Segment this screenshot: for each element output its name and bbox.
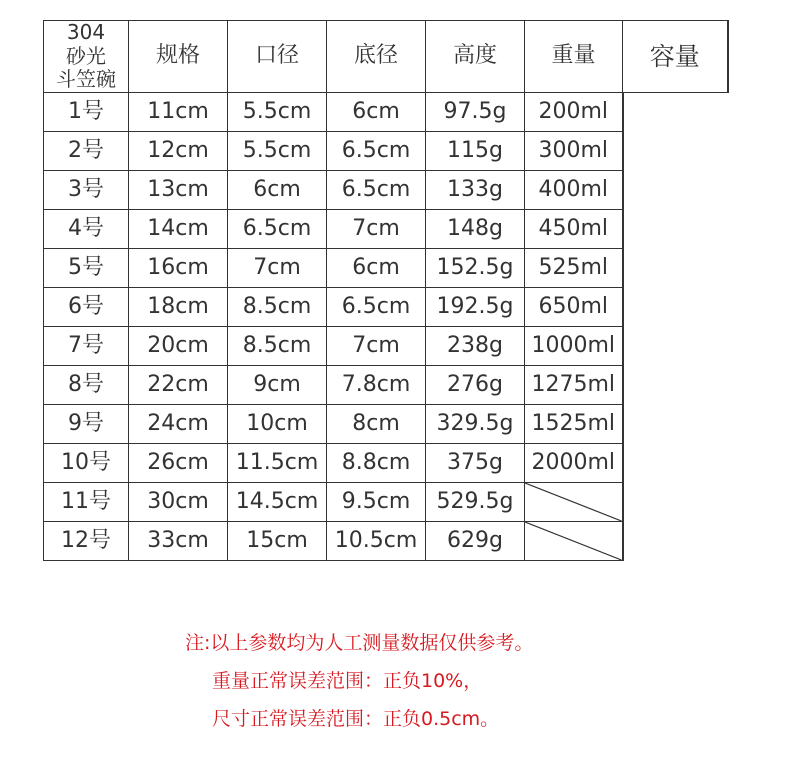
diagonal-slash: [525, 483, 622, 521]
cell-weight: 152.5g: [426, 248, 525, 287]
cell-capacity: 650ml: [525, 287, 623, 326]
note-size-tolerance: 尺寸正常误差范围：正负0.5cm。: [212, 708, 500, 730]
cell-base-diameter: 7cm: [228, 248, 327, 287]
cell-base-diameter: 6cm: [228, 170, 327, 209]
cell-height: 6cm: [327, 92, 426, 131]
cell-capacity: 1275ml: [525, 365, 623, 404]
cell-base-diameter: 5.5cm: [228, 131, 327, 170]
table-row: [44, 92, 728, 131]
cell-size: 8号: [44, 365, 129, 404]
spec-table: [43, 20, 729, 561]
cell-height: 6cm: [327, 248, 426, 287]
cell-height: 8cm: [327, 404, 426, 443]
cell-size: 10号: [44, 443, 129, 482]
product-finish: 砂光: [66, 43, 106, 68]
cell-weight: 148g: [426, 209, 525, 248]
cell-capacity: 1525ml: [525, 404, 623, 443]
cell-capacity: 450ml: [525, 209, 623, 248]
cell-mouth-diameter: 33cm: [129, 521, 228, 560]
cell-weight: 329.5g: [426, 404, 525, 443]
cell-height: 7cm: [327, 326, 426, 365]
header-height: 高度: [426, 21, 525, 93]
cell-height: 6.5cm: [327, 131, 426, 170]
cell-height: 6.5cm: [327, 170, 426, 209]
cell-capacity-empty: [525, 521, 623, 560]
cell-base-diameter: 8.5cm: [228, 287, 327, 326]
table-row: [44, 131, 728, 170]
cell-mouth-diameter: 14cm: [129, 209, 228, 248]
header-weight: 重量: [525, 21, 623, 93]
cell-base-diameter: 6.5cm: [228, 209, 327, 248]
table-row: [44, 326, 728, 365]
cell-base-diameter: 8.5cm: [228, 326, 327, 365]
table-row: [44, 170, 728, 209]
cell-size: 3号: [44, 170, 129, 209]
cell-capacity: 525ml: [525, 248, 623, 287]
cell-mouth-diameter: 16cm: [129, 248, 228, 287]
cell-size: 11号: [44, 482, 129, 521]
header-base-diameter: 底径: [327, 21, 426, 93]
cell-size: 2号: [44, 131, 129, 170]
cell-capacity: 2000ml: [525, 443, 623, 482]
cell-base-diameter: 14.5cm: [228, 482, 327, 521]
cell-base-diameter: 9cm: [228, 365, 327, 404]
table-row: [44, 482, 728, 521]
cell-weight: 629g: [426, 521, 525, 560]
cell-size: 7号: [44, 326, 129, 365]
cell-weight: 276g: [426, 365, 525, 404]
cell-base-diameter: 5.5cm: [228, 92, 327, 131]
cell-weight: 133g: [426, 170, 525, 209]
note-disclaimer: 注:以上参数均为人工测量数据仅供参考。: [185, 632, 534, 654]
cell-size: 4号: [44, 209, 129, 248]
cell-weight: 192.5g: [426, 287, 525, 326]
cell-weight: 97.5g: [426, 92, 525, 131]
table-row: [44, 404, 728, 443]
cell-mouth-diameter: 18cm: [129, 287, 228, 326]
diagonal-slash: [525, 522, 622, 560]
product-type: 斗笠碗: [56, 67, 116, 92]
cell-mouth-diameter: 30cm: [129, 482, 228, 521]
cell-height: 7.8cm: [327, 365, 426, 404]
table-row: [44, 209, 728, 248]
table-row: [44, 248, 728, 287]
diagonal-line: [525, 483, 622, 521]
cell-capacity: 300ml: [525, 131, 623, 170]
cell-weight: 375g: [426, 443, 525, 482]
note-weight-tolerance: 重量正常误差范围：正负10%，: [212, 670, 483, 692]
header-capacity: 容量: [623, 21, 728, 93]
cell-base-diameter: 15cm: [228, 521, 327, 560]
cell-mouth-diameter: 20cm: [129, 326, 228, 365]
header-row: [44, 21, 728, 93]
table-row: [44, 287, 728, 326]
cell-size: 9号: [44, 404, 129, 443]
cell-size: 5号: [44, 248, 129, 287]
cell-mouth-diameter: 13cm: [129, 170, 228, 209]
diagonal-line: [525, 522, 622, 560]
cell-capacity: 200ml: [525, 92, 623, 131]
cell-weight: 529.5g: [426, 482, 525, 521]
cell-mouth-diameter: 24cm: [129, 404, 228, 443]
cell-mouth-diameter: 22cm: [129, 365, 228, 404]
cell-height: 9.5cm: [327, 482, 426, 521]
cell-capacity-empty: [525, 482, 623, 521]
product-material: 304: [66, 20, 106, 44]
cell-base-diameter: 10cm: [228, 404, 327, 443]
cell-capacity: 1000ml: [525, 326, 623, 365]
header-mouth-diameter: 口径: [228, 21, 327, 93]
product-name-cell: [44, 21, 129, 93]
cell-base-diameter: 11.5cm: [228, 443, 327, 482]
cell-height: 8.8cm: [327, 443, 426, 482]
table-row: [44, 521, 728, 560]
cell-weight: 115g: [426, 131, 525, 170]
cell-mouth-diameter: 26cm: [129, 443, 228, 482]
cell-mouth-diameter: 12cm: [129, 131, 228, 170]
table-row: [44, 443, 728, 482]
table-row: [44, 365, 728, 404]
cell-weight: 238g: [426, 326, 525, 365]
cell-size: 6号: [44, 287, 129, 326]
cell-height: 10.5cm: [327, 521, 426, 560]
cell-height: 7cm: [327, 209, 426, 248]
cell-size: 1号: [44, 92, 129, 131]
cell-mouth-diameter: 11cm: [129, 92, 228, 131]
cell-size: 12号: [44, 521, 129, 560]
header-size: 规格: [129, 21, 228, 93]
cell-height: 6.5cm: [327, 287, 426, 326]
cell-capacity: 400ml: [525, 170, 623, 209]
